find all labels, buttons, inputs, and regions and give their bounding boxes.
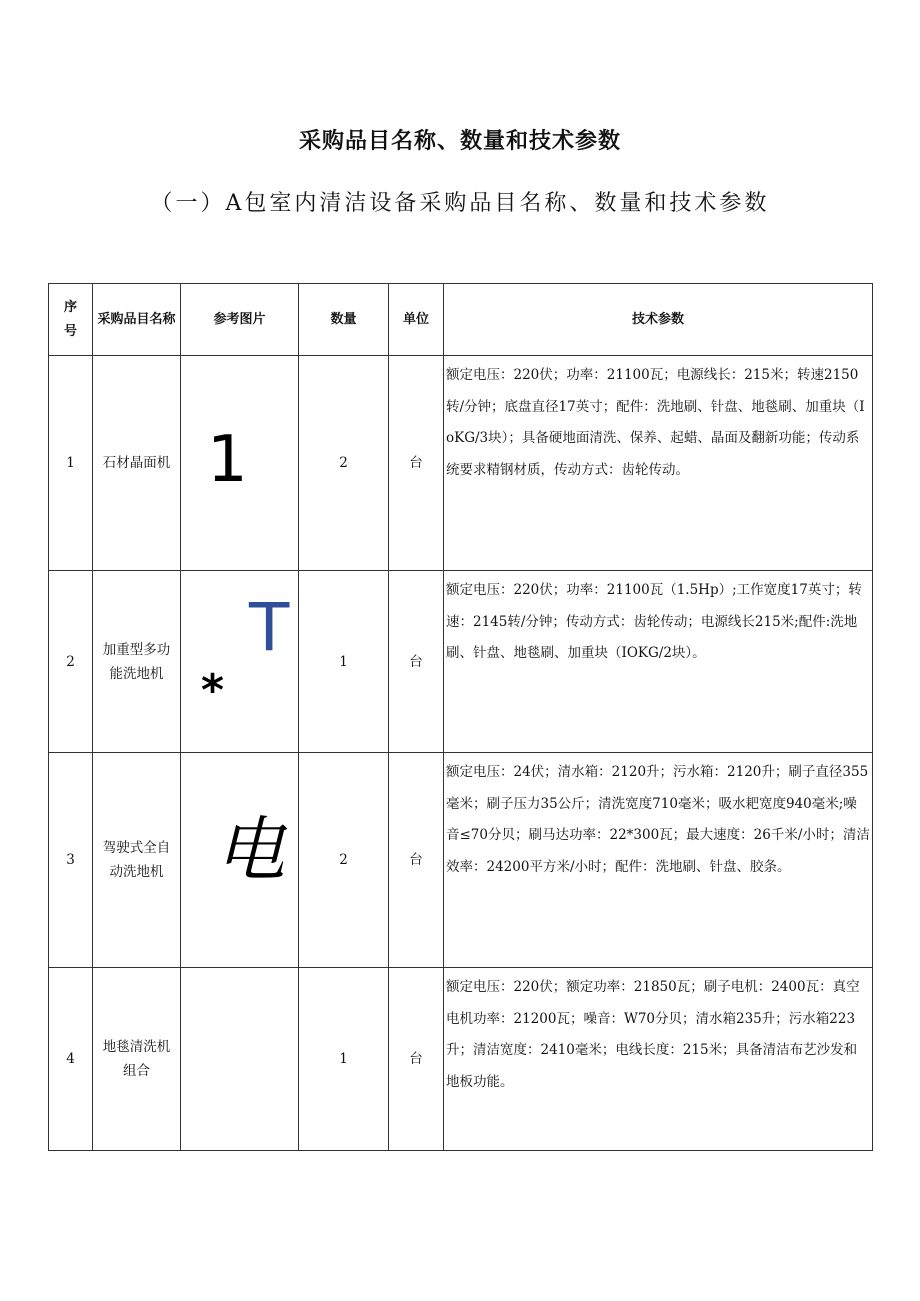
row-unit: 台 xyxy=(389,753,444,968)
row-no: 1 xyxy=(49,356,93,571)
table-row xyxy=(49,571,873,753)
reference-image xyxy=(181,356,299,571)
row-name: 驾驶式全自动洗地机 xyxy=(93,753,181,968)
row-name: 石材晶面机 xyxy=(93,356,181,571)
table-header-row xyxy=(49,284,873,356)
header-qty: 数量 xyxy=(299,284,389,356)
header-image: 参考图片 xyxy=(181,284,299,356)
row-no: 3 xyxy=(49,753,93,968)
image-glyph: T xyxy=(249,589,290,666)
row-unit: 台 xyxy=(389,968,444,1151)
document-title: 采购品目名称、数量和技术参数 xyxy=(298,129,621,154)
table-row xyxy=(49,968,873,1151)
row-name: 地毯清洗机组合 xyxy=(93,968,181,1151)
row-unit: 台 xyxy=(389,356,444,571)
table-row xyxy=(49,753,873,968)
header-params: 技术参数 xyxy=(444,284,873,356)
header-unit: 单位 xyxy=(389,284,444,356)
row-params: 额定电压：220伏；功率：21100瓦（1.5Hp）;工作宽度17英寸；转速：2145转/分钟；传动方式：齿轮传动；电源线长215米;配件:洗地刷、针盘、地毯刷、加重块（IOKG/2块）。 xyxy=(444,571,873,753)
row-params: 额定电压：24伏；清水箱：2120升；污水箱：2120升；刷子直径355毫米；刷子压力35公斤；清洗宽度710毫米；吸水耙宽度940毫米;噪音≤70分贝；刷马达功率：22*300瓦；最大速度：26千米/小时；清洁效率：24200平方米/小时；配件：洗地刷、针盘、胶条。 xyxy=(444,753,873,968)
row-params: 额定电压：220伏；功率：21100瓦；电源线长：215米；转速2150转/分钟；底盘直径17英寸；配件：洗地刷、针盘、地毯刷、加重块（IoKG/3块）；具备硬地面清洗、保养、起蜡、晶面及翻新功能；传动系统要求精钢材质，传动方式：齿轮传动。 xyxy=(444,356,873,571)
row-params: 额定电压：220伏；额定功率：21850瓦；刷子电机：2400瓦：真空电机功率：21200瓦；噪音：W70分贝；清水箱235升；污水箱223升；清洁宽度：2410毫米；电线长度：215米；具备清洁布艺沙发和地板功能。 xyxy=(444,968,873,1151)
reference-image xyxy=(181,571,299,753)
image-glyph: * xyxy=(201,665,225,716)
row-qty: 1 xyxy=(299,968,389,1151)
reference-image xyxy=(181,753,299,968)
row-name: 加重型多功能洗地机 xyxy=(93,571,181,753)
reference-image xyxy=(181,968,299,1151)
row-no: 2 xyxy=(49,571,93,753)
header-name: 采购品目名称 xyxy=(93,284,181,356)
row-qty: 2 xyxy=(299,753,389,968)
row-unit: 台 xyxy=(389,571,444,753)
row-no: 4 xyxy=(49,968,93,1151)
image-glyph: 1 xyxy=(207,423,248,497)
section-subtitle: （一）A包室内清洁设备采购品目名称、数量和技术参数 xyxy=(150,191,770,216)
header-no: 序号 xyxy=(49,284,93,356)
table-row xyxy=(49,356,873,571)
row-qty: 2 xyxy=(299,356,389,571)
procurement-table xyxy=(48,283,873,1151)
row-qty: 1 xyxy=(299,571,389,753)
image-glyph: 电 xyxy=(215,809,285,891)
